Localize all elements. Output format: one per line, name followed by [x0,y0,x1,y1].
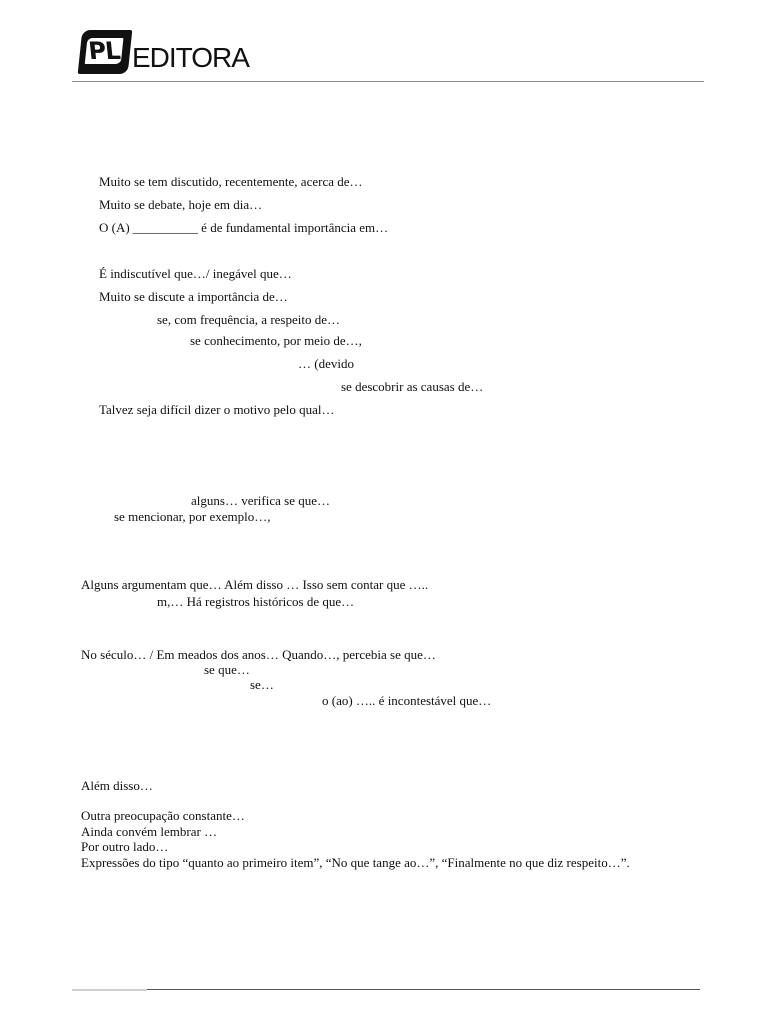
text-line-7: se conhecimento, por meio de…, [190,333,362,348]
text-line-16: se que… [204,662,250,677]
text-line-10: Talvez seja difícil dizer o motivo pelo qual… [99,402,335,417]
text-line-2: Muito se debate, hoje em dia… [99,197,263,212]
logo-wordmark: EDITORA [132,42,249,73]
text-line-20: Outra preocupação constante… [81,808,245,823]
text-line-23: Expressões do tipo “quanto ao primeiro item”, “No que tange ao…”, “Finalmente no que diz respeito…”. [81,855,630,870]
footer-divider-light [72,989,147,991]
text-line-11: alguns… verifica se que… [191,493,330,508]
text-line-4: É indiscutível que…/ inegável que… [99,266,292,281]
text-line-3: O (A) __________ é de fundamental importância em… [99,220,389,235]
text-line-17: se… [250,677,274,692]
text-line-19: Além disso… [81,778,153,793]
text-line-15: No século… / Em meados dos anos… Quando…, percebia se que… [81,647,436,662]
text-line-12: se mencionar, por exemplo…, [114,509,271,524]
text-line-9: se descobrir as causas de… [341,379,484,394]
header-divider [72,81,704,82]
text-line-14: m,… Há registros históricos de que… [157,594,355,609]
text-line-18: o (ao) ….. é incontestável que… [322,693,492,708]
logo-badge-text: PL [87,37,121,65]
footer-divider [147,989,700,990]
text-line-21: Ainda convém lembrar … [81,824,218,839]
text-line-22: Por outro lado… [81,839,169,854]
text-line-6: se, com frequência, a respeito de… [157,312,341,327]
text-line-5: Muito se discute a importância de… [99,289,288,304]
text-line-8: … (devido [298,356,354,371]
text-line-1: Muito se tem discutido, recentemente, acerca de… [99,174,363,189]
text-line-13: Alguns argumentam que… Além disso … Isso sem contar que ….. [81,577,429,592]
